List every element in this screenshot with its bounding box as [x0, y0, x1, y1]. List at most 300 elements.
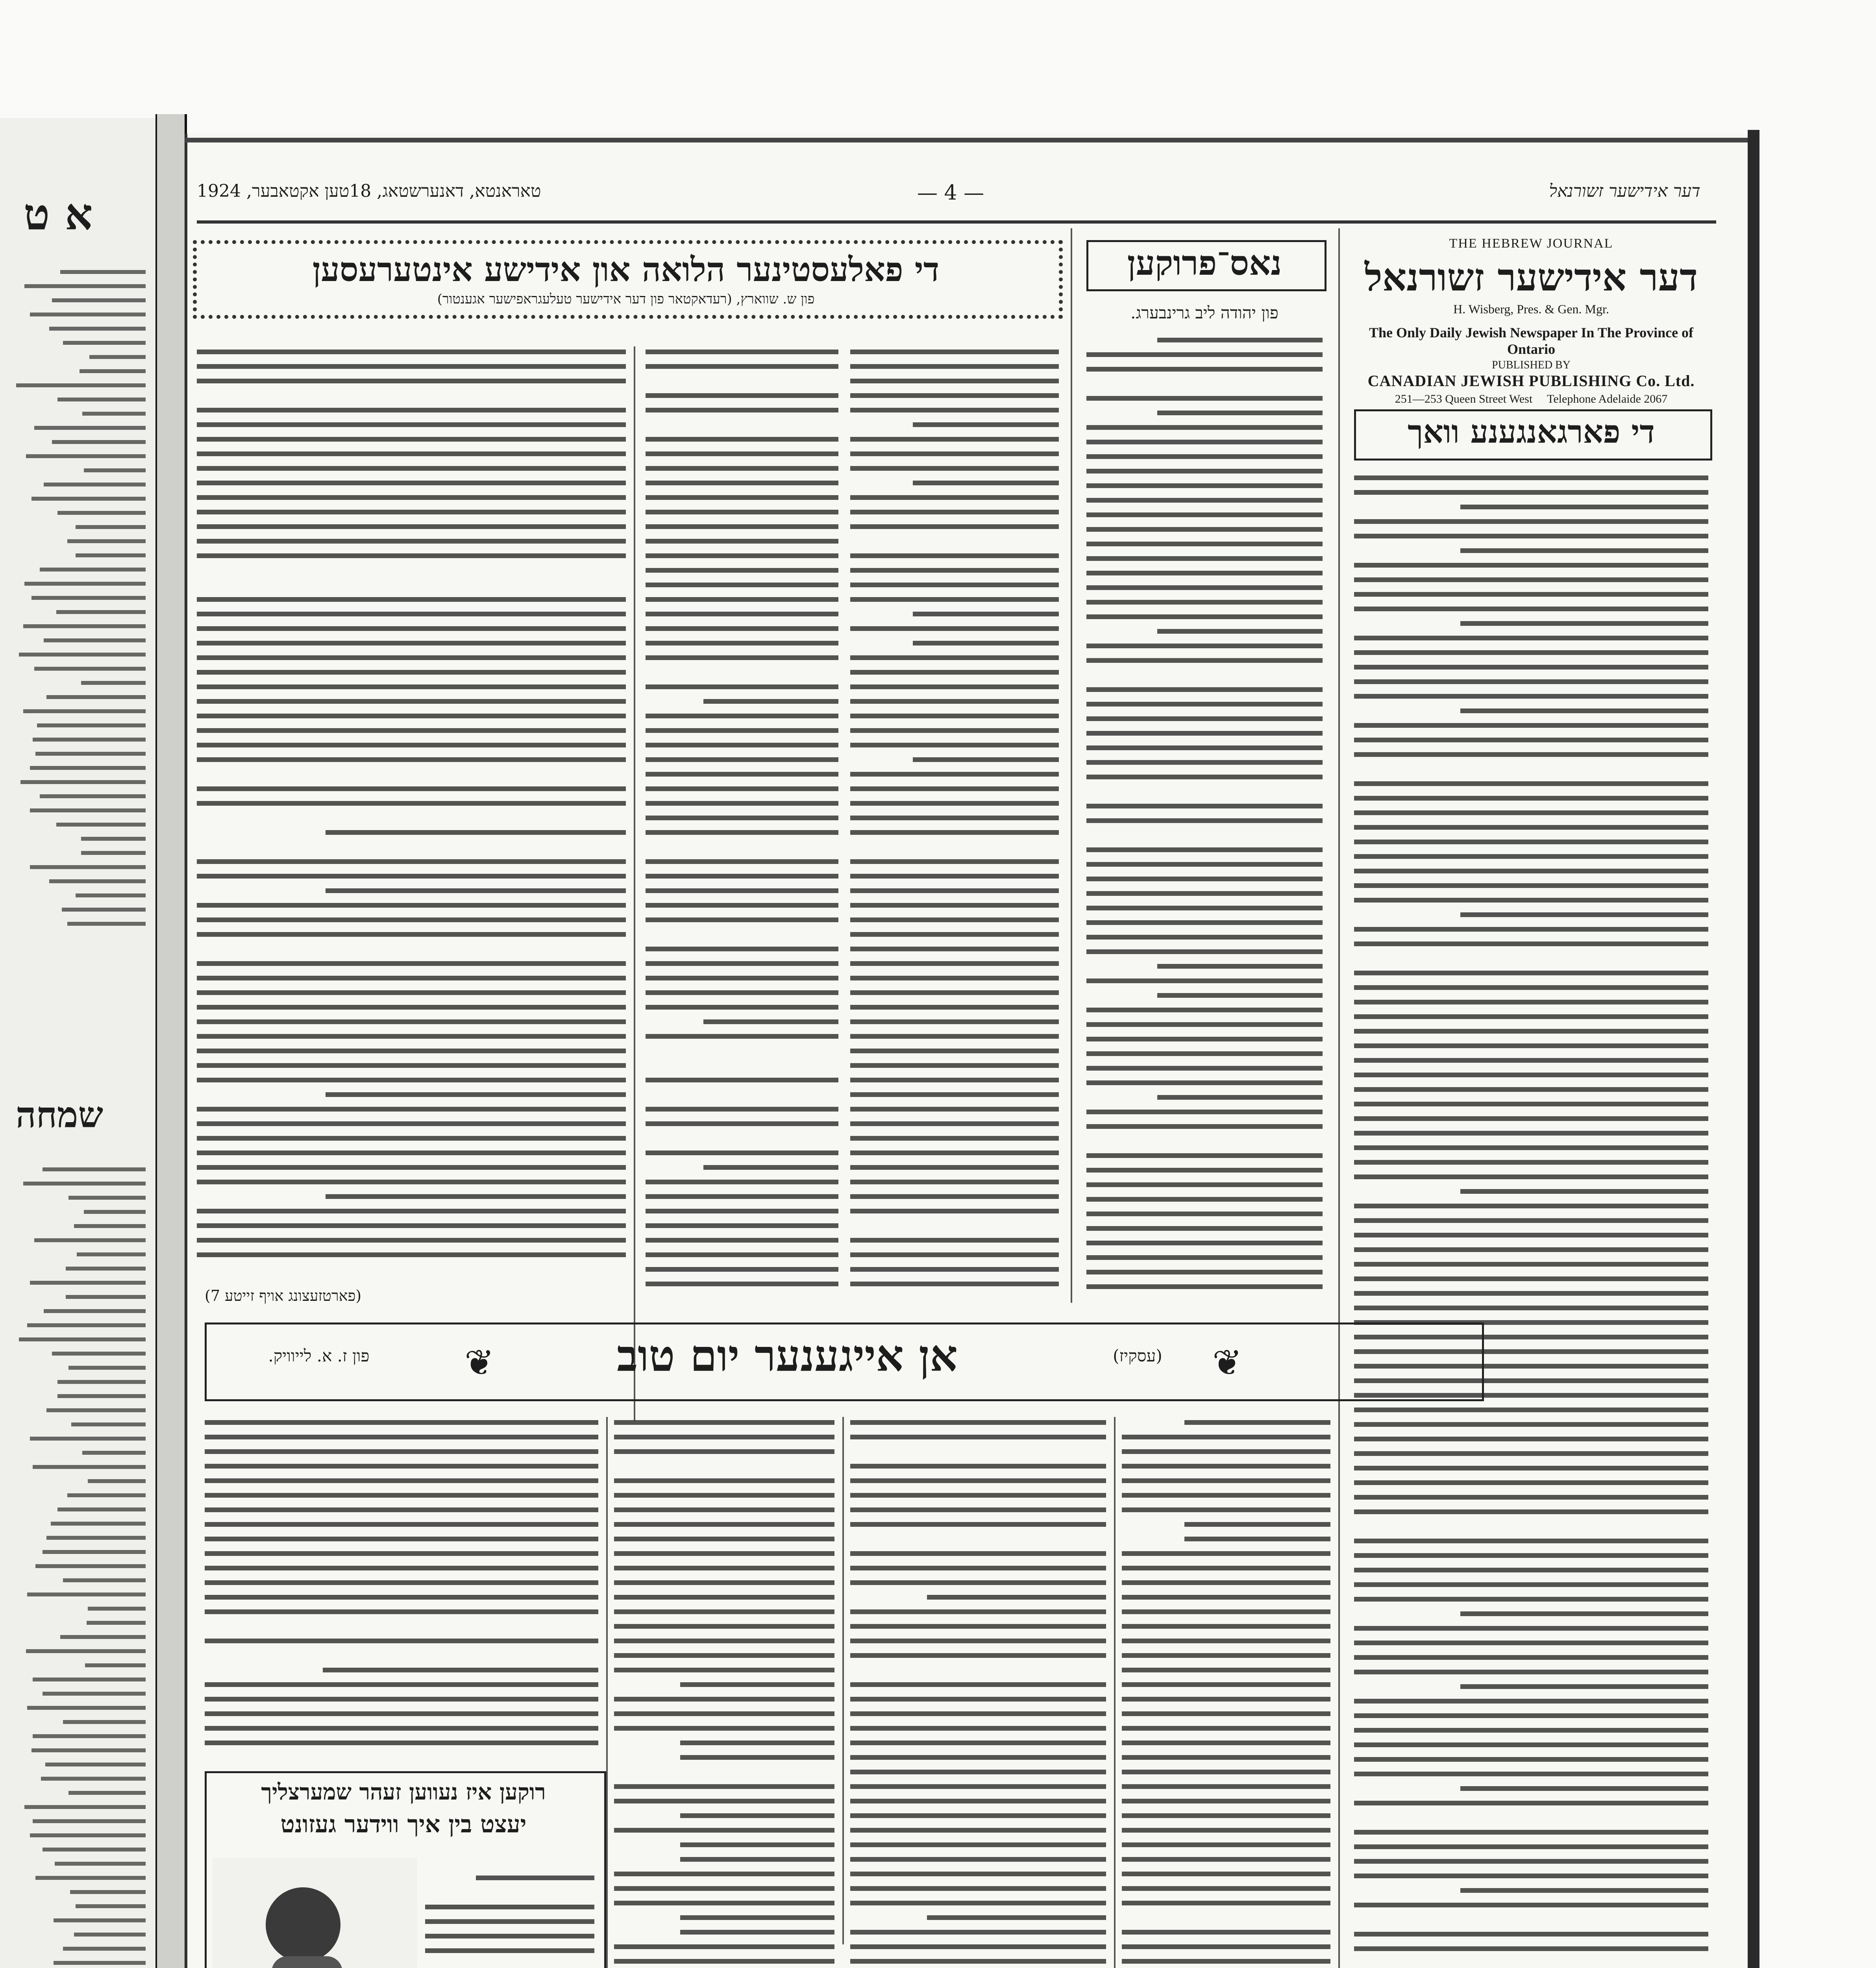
text-line — [614, 1912, 834, 1922]
text-line — [646, 565, 838, 575]
text-line — [850, 798, 1059, 808]
text-line — [850, 754, 1059, 764]
strip-text-line — [8, 1264, 146, 1273]
strip-text-line — [8, 1704, 146, 1712]
text-line — [646, 1002, 838, 1012]
text-line — [1354, 749, 1708, 759]
text-line — [197, 1045, 626, 1055]
text-line — [614, 1708, 834, 1718]
text-line — [1122, 1679, 1330, 1689]
strip-text-line — [8, 1803, 146, 1811]
text-line — [1122, 1504, 1330, 1514]
strip-text-line — [8, 395, 146, 404]
text-line — [1354, 1026, 1708, 1036]
text-line — [197, 987, 626, 997]
text-line — [1354, 1710, 1708, 1720]
text-line — [197, 1147, 626, 1157]
strip-text-line — [8, 1562, 146, 1570]
text-line — [850, 1796, 1106, 1805]
text-line — [646, 798, 838, 808]
text-line — [850, 871, 1059, 880]
strip-text-2 — [8, 1165, 146, 1968]
strip-text-line — [8, 1576, 146, 1585]
strip-text-line — [8, 1959, 146, 1967]
text-line — [1354, 1055, 1708, 1065]
text-line — [646, 783, 838, 793]
text-line — [850, 1592, 1106, 1602]
text-line — [646, 536, 838, 546]
text-line — [1354, 1608, 1708, 1618]
text-line — [646, 740, 838, 749]
masthead-tagline: The Only Daily Jewish Newspaper In The Province of Ontario — [1369, 325, 1694, 357]
text-line — [850, 1927, 1106, 1937]
header-rule — [197, 220, 1716, 224]
text-line — [1086, 815, 1323, 825]
text-line — [646, 609, 838, 618]
text-line — [850, 827, 1059, 837]
text-line — [425, 1901, 594, 1911]
text-line — [1354, 1783, 1708, 1793]
text-line — [1354, 1230, 1708, 1239]
text-line — [850, 1162, 1059, 1172]
strip-text-line — [8, 1732, 146, 1740]
text-line — [197, 579, 626, 589]
text-line — [646, 1147, 838, 1157]
text-line — [205, 1563, 598, 1572]
strip-text-line — [8, 863, 146, 871]
text-line — [1354, 1171, 1708, 1181]
strip-text-line — [8, 409, 146, 418]
strip-text-line — [8, 834, 146, 843]
text-line — [614, 1810, 834, 1820]
text-line — [1086, 553, 1323, 563]
strip-text-line — [8, 1293, 146, 1301]
text-line — [1086, 1019, 1323, 1029]
text-line — [1086, 1252, 1323, 1262]
text-line — [850, 1577, 1106, 1587]
strip-text-line — [8, 1845, 146, 1854]
text-line — [1086, 1136, 1323, 1145]
text-line — [850, 740, 1059, 749]
text-line — [1354, 487, 1708, 497]
text-line — [1354, 1113, 1708, 1123]
text-line — [646, 1031, 838, 1041]
text-line — [850, 1519, 1106, 1529]
palestine-continued: (פארטזעצונג אויף זייטע 7) — [205, 1287, 362, 1304]
text-line — [850, 1089, 1059, 1099]
text-line — [1354, 793, 1708, 803]
text-line — [646, 754, 838, 764]
text-line — [205, 1475, 598, 1485]
strip-text-line — [8, 849, 146, 857]
text-line — [850, 710, 1059, 720]
strip-text-line — [8, 353, 146, 361]
text-line — [850, 405, 1059, 414]
column-divider — [842, 1417, 844, 1944]
text-line — [646, 1089, 838, 1099]
text-line — [197, 448, 626, 458]
text-line — [1086, 626, 1323, 636]
text-line — [614, 1737, 834, 1747]
text-line — [614, 1417, 834, 1427]
text-line — [850, 1650, 1106, 1660]
text-line — [850, 1781, 1106, 1791]
text-line — [1122, 1621, 1330, 1631]
text-line — [646, 361, 838, 371]
strip-text-line — [8, 820, 146, 829]
strip-text-line — [8, 1689, 146, 1698]
text-line — [850, 1621, 1106, 1631]
text-line — [1354, 1594, 1708, 1604]
text-line — [1354, 1157, 1708, 1167]
text-line — [1354, 1011, 1708, 1021]
text-line — [850, 1635, 1106, 1645]
text-line — [1086, 1281, 1323, 1291]
text-line — [1354, 1623, 1708, 1633]
text-line — [850, 725, 1059, 735]
text-line — [850, 579, 1059, 589]
text-line — [1122, 1898, 1330, 1907]
masthead-published-by: PUBLISHED BY — [1492, 359, 1571, 371]
editorial-text — [1354, 472, 1708, 1968]
text-line — [205, 1679, 598, 1689]
text-line — [646, 579, 838, 589]
column-title: נאס־פרוקען — [1127, 243, 1282, 283]
text-line — [1086, 771, 1323, 781]
text-line — [1354, 1667, 1708, 1676]
strip-text-line — [8, 1548, 146, 1556]
text-line — [197, 783, 626, 793]
strip-text-line — [8, 1406, 146, 1415]
strip-text-line — [8, 1363, 146, 1372]
text-line — [1086, 407, 1323, 417]
strip-text-line — [8, 1789, 146, 1797]
text-line — [1086, 742, 1323, 752]
text-line — [1354, 836, 1708, 846]
text-line — [850, 419, 1059, 429]
text-line — [197, 1176, 626, 1186]
text-line — [646, 1060, 838, 1070]
text-line — [1122, 1854, 1330, 1864]
palestine-text-col1 — [850, 346, 1059, 1295]
text-line — [1354, 1637, 1708, 1647]
text-line — [850, 1723, 1106, 1733]
text-line — [1086, 975, 1323, 985]
text-line — [1354, 720, 1708, 730]
text-line — [205, 1621, 598, 1631]
strip-text-line — [8, 1321, 146, 1330]
text-line — [850, 1031, 1059, 1041]
strip-text-line — [8, 707, 146, 716]
text-line — [1122, 1825, 1330, 1835]
strip-text-line — [8, 1165, 146, 1174]
strip-text-line — [8, 1604, 146, 1613]
text-line — [646, 1235, 838, 1245]
text-line — [1086, 437, 1323, 446]
text-line — [646, 929, 838, 939]
text-line — [1086, 1223, 1323, 1233]
text-line — [1086, 684, 1323, 694]
text-line — [1354, 647, 1708, 657]
strip-text-line — [8, 1760, 146, 1769]
text-line — [1122, 1665, 1330, 1674]
text-line — [197, 1235, 626, 1245]
text-line — [1086, 844, 1323, 854]
text-line — [1354, 633, 1708, 642]
text-line — [205, 1533, 598, 1543]
text-line — [850, 783, 1059, 793]
strip-text-line — [8, 877, 146, 886]
text-line — [1354, 1099, 1708, 1108]
text-line — [1354, 778, 1708, 788]
text-line — [646, 973, 838, 982]
text-line — [1086, 946, 1323, 956]
strip-text-line — [8, 367, 146, 375]
text-line — [1086, 1267, 1323, 1276]
text-line — [1086, 597, 1323, 607]
text-line — [205, 1577, 598, 1587]
strip-text-line — [8, 494, 146, 503]
text-line — [614, 1898, 834, 1907]
text-line — [646, 710, 838, 720]
text-line — [850, 1060, 1059, 1070]
text-line — [1354, 1288, 1708, 1298]
text-line — [850, 1883, 1106, 1893]
text-line — [1122, 1563, 1330, 1572]
text-line — [614, 1956, 834, 1966]
text-line — [1354, 1433, 1708, 1443]
text-line — [1122, 1737, 1330, 1747]
strip-text-line — [8, 509, 146, 517]
text-line — [1086, 451, 1323, 461]
text-line — [850, 623, 1059, 633]
column-divider — [634, 346, 635, 1421]
editorial-title: די פארגאנגענע וואך — [1408, 413, 1655, 450]
text-line — [1086, 524, 1323, 534]
text-line — [197, 1002, 626, 1012]
text-line — [1086, 1106, 1323, 1116]
text-line — [850, 463, 1059, 473]
text-line — [1354, 1565, 1708, 1574]
text-line — [614, 1694, 834, 1704]
text-line — [197, 594, 626, 604]
masthead-english-name: THE HEBREW JOURNAL — [1449, 236, 1613, 251]
strip-text-line — [8, 1746, 146, 1755]
text-line — [850, 361, 1059, 371]
text-line — [850, 1118, 1059, 1128]
strip-text-line — [8, 296, 146, 305]
strip-text-line — [8, 1590, 146, 1599]
text-line — [614, 1548, 834, 1558]
text-line — [197, 725, 626, 735]
strip-text-line — [8, 1774, 146, 1783]
text-line — [850, 1475, 1106, 1485]
text-line — [1086, 378, 1323, 388]
text-line — [1122, 1446, 1330, 1456]
text-line — [614, 1519, 834, 1529]
text-line — [646, 827, 838, 837]
text-line — [197, 812, 626, 822]
text-line — [614, 1868, 834, 1878]
text-line — [850, 1235, 1059, 1245]
ad-illustration — [213, 1858, 417, 1968]
text-line — [197, 375, 626, 385]
strip-text-line — [8, 1491, 146, 1500]
holiday-text-col1 — [1122, 1417, 1330, 1968]
strip-text-line — [8, 1859, 146, 1868]
strip-text-line — [8, 324, 146, 333]
text-line — [425, 1960, 594, 1968]
text-line — [614, 1941, 834, 1951]
strip-text-line — [8, 537, 146, 546]
strip-text-line — [8, 919, 146, 928]
text-line — [197, 798, 626, 808]
strip-text-line — [8, 1831, 146, 1840]
masthead-company: CANADIAN JEWISH PUBLISHING Co. Ltd. — [1367, 372, 1695, 390]
text-line — [197, 507, 626, 516]
text-line — [1354, 1798, 1708, 1807]
text-line — [850, 434, 1059, 444]
text-line — [1354, 691, 1708, 701]
text-line — [1086, 888, 1323, 898]
text-line — [614, 1883, 834, 1893]
strip-text-line — [8, 268, 146, 276]
text-line — [1354, 1885, 1708, 1895]
text-line — [850, 1133, 1059, 1143]
text-line — [1086, 1048, 1323, 1058]
text-line — [850, 943, 1059, 953]
text-line — [1354, 1827, 1708, 1837]
text-line — [1122, 1475, 1330, 1485]
text-line — [646, 492, 838, 502]
strip-text-line — [8, 679, 146, 687]
text-line — [646, 885, 838, 895]
text-line — [197, 943, 626, 953]
text-line — [850, 1002, 1059, 1012]
text-line — [646, 390, 838, 400]
text-line — [1354, 938, 1708, 948]
text-line — [205, 1708, 598, 1718]
text-line — [197, 1118, 626, 1128]
text-line — [850, 1016, 1059, 1026]
text-line — [646, 405, 838, 414]
text-line — [197, 623, 626, 633]
text-line — [1086, 873, 1323, 883]
text-line — [646, 667, 838, 677]
text-line — [850, 681, 1059, 691]
text-line — [850, 1941, 1106, 1951]
text-line — [197, 885, 626, 895]
text-line — [1086, 903, 1323, 912]
text-line — [850, 1533, 1106, 1543]
strip-text-line — [8, 693, 146, 701]
strip-text-line — [8, 381, 146, 390]
text-line — [1354, 1841, 1708, 1851]
text-line — [1354, 1754, 1708, 1764]
strip-text-line — [8, 1307, 146, 1315]
header-page-number: — 4 — — [917, 181, 984, 205]
text-line — [1122, 1927, 1330, 1937]
text-line — [205, 1548, 598, 1558]
text-line — [1354, 1463, 1708, 1472]
text-line — [1122, 1912, 1330, 1922]
text-line — [646, 419, 838, 429]
column-divider — [1071, 228, 1072, 1303]
text-line — [1354, 1084, 1708, 1094]
text-line — [1354, 1914, 1708, 1924]
text-line — [646, 375, 838, 385]
text-line — [1086, 1034, 1323, 1043]
text-line — [205, 1504, 598, 1514]
strip-text-line — [8, 1378, 146, 1386]
text-line — [614, 1563, 834, 1572]
text-line — [646, 812, 838, 822]
text-line — [1086, 786, 1323, 796]
text-line — [425, 1887, 594, 1897]
text-line — [646, 1206, 838, 1215]
ad-title-line2: יעצט בין איך ווידער געזונט — [280, 1811, 527, 1838]
strip-text-line — [8, 806, 146, 815]
palestine-text-col2 — [646, 346, 838, 1295]
text-line — [646, 477, 838, 487]
text-line — [197, 609, 626, 618]
holiday-byline: פון ז. א. לייוויק. — [268, 1346, 370, 1365]
holiday-title: אן אייגענער יום טוב — [617, 1330, 958, 1381]
text-line — [197, 434, 626, 444]
text-line — [1122, 1796, 1330, 1805]
text-line — [850, 812, 1059, 822]
text-line — [646, 1104, 838, 1113]
text-line — [1122, 1533, 1330, 1543]
text-line — [1354, 953, 1708, 963]
text-line — [850, 1264, 1059, 1274]
text-line — [850, 929, 1059, 939]
text-line — [1086, 932, 1323, 941]
text-line — [197, 1220, 626, 1230]
text-line — [1354, 1419, 1708, 1429]
text-line — [1086, 713, 1323, 723]
text-line — [850, 1504, 1106, 1514]
text-line — [1354, 807, 1708, 817]
strip-text-line — [8, 1817, 146, 1826]
text-line — [646, 550, 838, 560]
text-line — [197, 929, 626, 939]
column-text — [1086, 335, 1323, 1299]
strip-text-line — [8, 310, 146, 319]
header-paper-name: דער אידישער זשורנאל — [1549, 181, 1700, 201]
strip-text-line — [8, 452, 146, 461]
text-line — [1354, 705, 1708, 715]
strip-text-line — [8, 792, 146, 801]
strip-text-line — [8, 1236, 146, 1245]
text-line — [197, 390, 626, 400]
text-line — [850, 667, 1059, 677]
text-line — [850, 1665, 1106, 1674]
text-line — [614, 1592, 834, 1602]
text-line — [1086, 1194, 1323, 1204]
text-line — [197, 1162, 626, 1172]
text-line — [205, 1694, 598, 1704]
strip-text-line — [8, 1902, 146, 1911]
text-line — [1122, 1708, 1330, 1718]
text-line — [1122, 1606, 1330, 1616]
text-line — [197, 361, 626, 371]
text-line — [1354, 895, 1708, 904]
text-line — [1122, 1723, 1330, 1733]
text-line — [1354, 1768, 1708, 1778]
text-line — [850, 448, 1059, 458]
text-line — [850, 477, 1059, 487]
